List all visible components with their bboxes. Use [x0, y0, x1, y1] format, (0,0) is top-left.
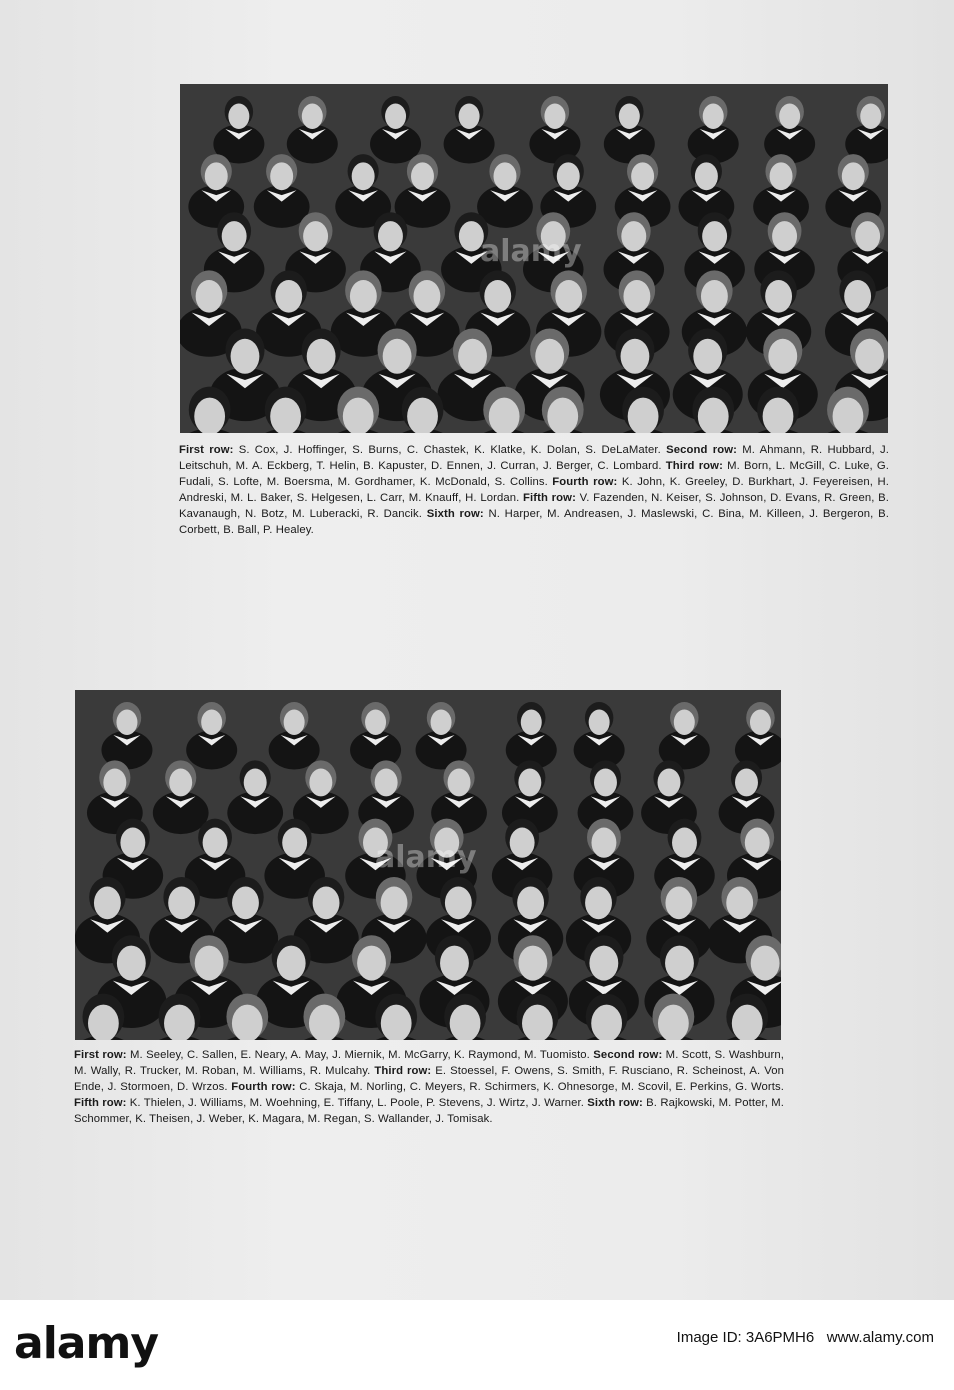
face: [555, 280, 582, 313]
uniform: [227, 791, 283, 834]
face: [357, 946, 386, 981]
face: [658, 769, 681, 797]
face: [116, 710, 137, 736]
face: [232, 887, 259, 920]
row-names: M. Scott, S. Washburn, M. Wally, R. Trucker, M. Roban, M. Williams, R. Mulcahy.: [74, 1049, 784, 1078]
face: [313, 887, 340, 920]
face: [672, 828, 697, 858]
row-names: B. Rajkowski, M. Potter, M. Schommer, K. Theisen, J. Weber, K. Magara, M. Regan, S. Wallander, J. Tomisak.: [74, 1097, 784, 1126]
watermark: alamy: [375, 840, 477, 875]
face: [621, 221, 646, 251]
image-info: [677, 1318, 934, 1358]
row-names: M. Ahmann, R. Hubbard, J. Leitschuh, M. A. Eckberg, T. Helin, B. Kapuster, D. Ennen, J. Curran, J. Berger, C. Lombard.: [179, 444, 890, 473]
face: [275, 280, 302, 313]
face: [510, 828, 535, 858]
face: [765, 280, 792, 313]
uniform: [287, 125, 338, 164]
face: [750, 710, 771, 736]
face: [518, 946, 547, 981]
row-label: Fourth row:: [231, 1081, 296, 1094]
face: [284, 710, 305, 736]
face: [201, 710, 222, 736]
face: [270, 162, 293, 190]
face: [589, 710, 610, 736]
face: [277, 946, 306, 981]
face: [196, 280, 223, 313]
face: [484, 280, 511, 313]
face: [445, 887, 472, 920]
face: [726, 887, 753, 920]
row-names: M. Seeley, C. Sallen, E. Neary, A. May, J. Miernik, M. McGarry, K. Raymond, M. Tuomisto.: [126, 1049, 594, 1061]
face: [411, 162, 434, 190]
row-label: Fifth row:: [74, 1097, 127, 1110]
face: [855, 339, 884, 374]
face: [693, 339, 722, 374]
face: [228, 104, 249, 130]
face: [779, 104, 800, 130]
row-label: First row:: [179, 444, 234, 456]
row-label: Sixth row:: [426, 508, 484, 521]
face: [244, 769, 267, 797]
watermark: alamy: [480, 234, 582, 269]
face: [94, 887, 121, 920]
face: [665, 887, 692, 920]
face: [674, 710, 695, 736]
row-label: Second row:: [666, 444, 738, 456]
face: [385, 104, 406, 130]
face: [383, 339, 412, 374]
face: [535, 339, 564, 374]
image-id: Image ID: 3A6PMH6: [676, 1329, 815, 1346]
row-label: Second row:: [593, 1049, 663, 1061]
face: [623, 280, 650, 313]
face: [195, 946, 224, 981]
face: [117, 946, 146, 981]
face: [518, 769, 541, 797]
face: [751, 946, 780, 981]
uniform: [444, 125, 495, 164]
face: [303, 221, 328, 251]
face: [231, 339, 260, 374]
face: [168, 887, 195, 920]
face: [768, 339, 797, 374]
face: [621, 339, 650, 374]
row-label: Third row:: [665, 460, 723, 473]
face: [589, 946, 618, 981]
face: [169, 769, 192, 797]
row-label: Third row:: [374, 1065, 432, 1078]
alamy-logo: alamy: [14, 1318, 158, 1369]
face: [745, 828, 770, 858]
face: [103, 769, 126, 797]
face: [302, 104, 323, 130]
face: [459, 104, 480, 130]
row-names: V. Fazenden, N. Keiser, S. Johnson, D. Evans, R. Green, B. Kavanaugh, N. Botz, M. Luberacki, R. Dancik.: [179, 492, 890, 521]
face: [365, 710, 386, 736]
face: [772, 221, 797, 251]
face: [860, 104, 881, 130]
face: [631, 162, 654, 190]
row-label: Fifth row:: [523, 492, 576, 505]
face: [352, 162, 375, 190]
face: [521, 710, 542, 736]
face: [557, 162, 580, 190]
row-names: S. Cox, J. Hoffinger, S. Burns, C. Chastek, K. Klatke, K. Dolan, S. DeLaMater.: [233, 444, 667, 456]
face: [844, 280, 871, 313]
group-photo-2: [75, 690, 781, 1040]
face: [282, 828, 307, 858]
photo-2-caption: [74, 1047, 784, 1127]
face: [205, 162, 228, 190]
face: [855, 221, 880, 251]
row-names: K. Thielen, J. Williams, M. Woehning, E. Tiffany, L. Poole, P. Stevens, J. Wirtz, J. Warner.: [126, 1097, 588, 1110]
face: [381, 887, 408, 920]
row-names: E. Stoessel, F. Owens, S. Smith, F. Rusciano, R. Scheinost, A. Von Ende, J. Stormoen, D. Wrzos.: [74, 1065, 784, 1094]
row-names: C. Skaja, M. Norling, C. Meyers, R. Schirmers, K. Ohnesorge, M. Scovil, E. Perkins, G. Worts.: [295, 1081, 784, 1094]
face: [544, 104, 565, 130]
face: [375, 769, 398, 797]
face: [770, 162, 793, 190]
face: [703, 104, 724, 130]
face: [517, 887, 544, 920]
face: [309, 769, 332, 797]
group-photo-1: [180, 84, 888, 433]
face: [585, 887, 612, 920]
face: [701, 280, 728, 313]
face: [222, 221, 247, 251]
face: [350, 280, 377, 313]
face: [458, 339, 487, 374]
row-label: Sixth row:: [587, 1097, 643, 1110]
face: [594, 769, 617, 797]
uniform: [153, 791, 209, 834]
row-label: First row:: [74, 1049, 127, 1061]
uniform: [186, 731, 237, 770]
row-names: N. Harper, M. Andreasen, J. Maslewski, C. Bina, M. Killeen, J. Bergeron, B. Corbett, B. Ball, P. Healey.: [179, 508, 890, 537]
face: [702, 221, 727, 251]
face: [307, 339, 336, 374]
face: [842, 162, 865, 190]
face: [735, 769, 758, 797]
footer-bar: [0, 1300, 954, 1390]
face: [378, 221, 403, 251]
row-label: Fourth row:: [552, 476, 618, 489]
face: [203, 828, 228, 858]
site-url: www.alamy.com: [826, 1329, 934, 1346]
face: [120, 828, 145, 858]
face: [493, 162, 516, 190]
face: [413, 280, 440, 313]
face: [665, 946, 694, 981]
face: [448, 769, 471, 797]
photo-1-caption: [179, 442, 889, 539]
face: [591, 828, 616, 858]
face: [431, 710, 452, 736]
face: [695, 162, 718, 190]
face: [619, 104, 640, 130]
row-names: K. John, K. Greeley, D. Burkhart, J. Feyereisen, H. Andreski, M. L. Baker, S. Helgesen, L. Carr, M. Knauff, H. Lordan.: [179, 476, 889, 505]
face: [440, 946, 469, 981]
row-names: M. Born, L. McGill, C. Luke, G. Fudali, S. Lofte, M. Boersma, M. Gordhamer, K. McDonald, S. Collins.: [179, 460, 889, 489]
